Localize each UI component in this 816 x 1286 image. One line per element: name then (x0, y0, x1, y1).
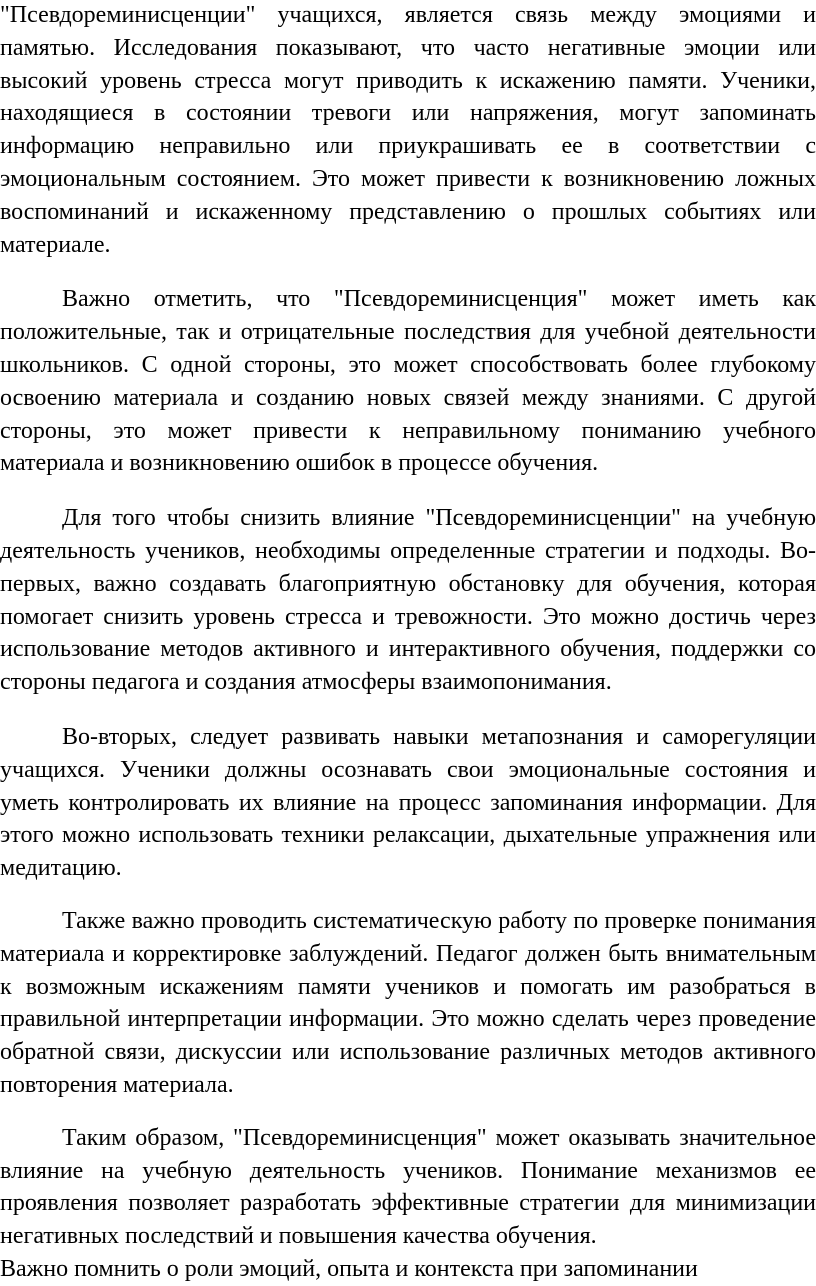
paragraph-6 (0, 1122, 816, 1286)
paragraph-6-text: Таким образом, "Псевдореминисценция" может оказывать значительное влияние на учебную деятельность учеников. Понимание механизмов ее проявления позволяет разработать эффективные стратегии для минимизации негативных последствий и повышения качества обучения. (0, 1124, 816, 1250)
paragraph-2: Важно отметить, что "Псевдореминисценция" может иметь как положительные, так и отрицательные последствия для учебной деятельности школьников. С одной стороны, это может способствовать более глубокому освоению материала и созданию новых связей между знаниями. С другой стороны, это может привести к неправильному пониманию учебного материала и возникновению ошибок в процессе обучения. (0, 286, 816, 477)
paragraph-5: Также важно проводить систематическую работу по проверке понимания материала и корректировке заблуждений. Педагог должен быть внимательным к возможным искажениям памяти учеников и помогать им разобраться в правильной интерпретации информации. Это можно сделать через проведение обратной связи, дискуссии или использование различных методов активного повторения материала. (0, 907, 816, 1098)
paragraph-6-trailing-line: Важно помнить о роли эмоций, опыта и контекста при запоминании (0, 1255, 698, 1282)
paragraph-3: Для того чтобы снизить влияние "Псевдореминисценции" на учебную деятельность учеников, необходимы определенные стратегии и подходы. Во-первых, важно создавать благоприятную обстановку для обучения, которая помогает снизить уровень стресса и тревожности. Это можно достичь через использование методов активного и интерактивного обучения, поддержки со стороны педагога и создания атмосферы взаимопонимания. (0, 505, 816, 696)
paragraph-4: Во-вторых, следует развивать навыки метапознания и саморегуляции учащихся. Ученики должны осознавать свои эмоциональные состояния и уметь контролировать их влияние на процесс запоминания информации. Для этого можно использовать техники релаксации, дыхательные упражнения или медитацию. (0, 723, 816, 882)
paragraph-1: "Псевдореминисценции" учащихся, является связь между эмоциями и памятью. Исследования показывают, что часто негативные эмоции или высокий уровень стресса могут приводить к искажению памяти. Ученики, находящиеся в состоянии тревоги или напряжения, могут запоминать информацию неправильно или приукрашивать ее в соответствии с эмоциональным состоянием. Это может привести к возникновению ложных воспоминаний и искаженному представлению о прошлых событиях или материале. (0, 2, 816, 258)
